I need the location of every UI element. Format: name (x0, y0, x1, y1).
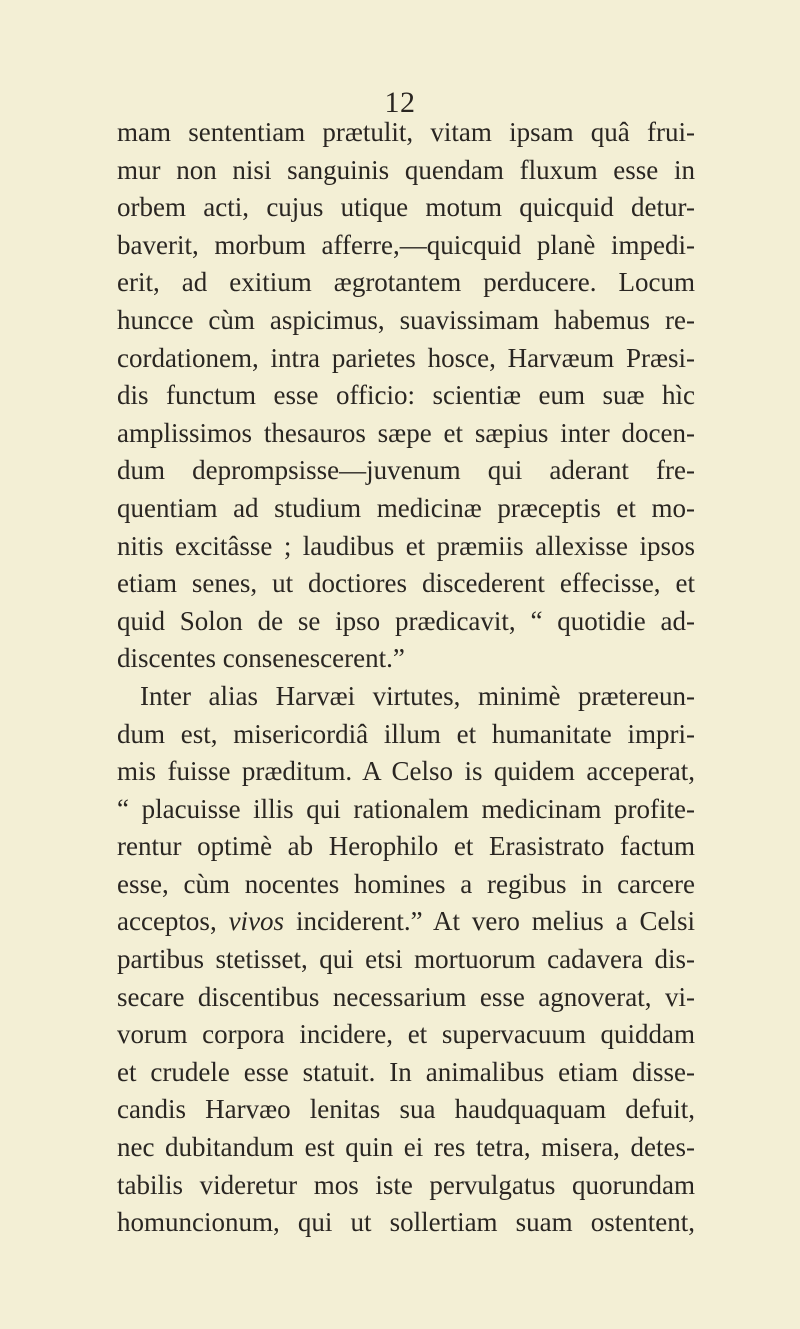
text-line: cordationem, intra parietes hosce, Harvæum Præsi- (117, 342, 695, 373)
italic-word: vivos (228, 906, 285, 937)
text-line: baverit, morbum afferre,—quicquid planè impedi- (117, 229, 695, 260)
text-line: vorum corpora incidere, et supervacuum quiddam (117, 1019, 695, 1050)
text-line: Inter alias Harvæi virtutes, minimè prætereun- (140, 680, 695, 711)
text-line: rentur optimè ab Herophilo et Erasistrato factum (117, 831, 695, 862)
text-line: mam sententiam prætulit, vitam ipsam quâ frui- (117, 117, 695, 147)
text-line: nitis excitâsse ; laudibus et præmiis allexisse ipsos (117, 530, 695, 561)
page-number: 12 (384, 86, 416, 119)
text-line: erit, ad exitium ægrotantem perducere. Locum (117, 267, 695, 298)
text-line: homuncionum, qui ut sollertiam suam ostentent, (117, 1207, 695, 1238)
body-text (117, 114, 695, 1242)
text-line: mur non nisi sanguinis quendam fluxum esse in (117, 154, 695, 185)
text-line: nec dubitandum est quin ei res tetra, misera, detes- (117, 1132, 695, 1163)
text-line: secare discentibus necessarium esse agnoverat, vi- (117, 981, 695, 1012)
text-line: amplissimos thesauros sæpe et sæpius inter docen- (117, 417, 695, 448)
text-line: candis Harvæo lenitas sua haudquaquam defuit, (117, 1094, 695, 1125)
text-line: discentes consenescerent.” (117, 643, 405, 674)
text-line: mis fuisse præditum. A Celso is quidem acceperat, (117, 756, 695, 787)
text-line: partibus stetisset, qui etsi mortuorum cadavera dis- (117, 944, 695, 975)
text-line: quid Solon de se ipso prædicavit, “ quotidie ad- (117, 605, 695, 636)
text-line: dis functum esse officio: scientiæ eum suæ hìc (117, 380, 695, 411)
text-line: dum est, misericordiâ illum et humanitate impri- (117, 718, 695, 749)
text-line: esse, cùm nocentes homines a regibus in carcere (117, 868, 695, 899)
text-fragment: acceptos, (117, 906, 229, 937)
text-line: quentiam ad studium medicinæ præceptis et mo- (117, 492, 695, 523)
text-line: orbem acti, cujus utique motum quicquid detur- (117, 192, 695, 223)
text-line: et crudele esse statuit. In animalibus etiam disse- (117, 1056, 695, 1087)
text-line-with-italic (117, 903, 695, 941)
text-line: etiam senes, ut doctiores discederent effecisse, et (117, 568, 695, 599)
text-line: “ placuisse illis qui rationalem medicinam profite- (117, 793, 695, 824)
text-line: huncce cùm aspicimus, suavissimam habemus re- (117, 304, 695, 335)
text-line: tabilis videretur mos iste pervulgatus quorundam (117, 1169, 695, 1200)
text-line: dum deprompsisse—juvenum qui aderant fre- (117, 455, 695, 486)
text-fragment: inciderent.” At vero melius a Celsi (284, 906, 695, 937)
